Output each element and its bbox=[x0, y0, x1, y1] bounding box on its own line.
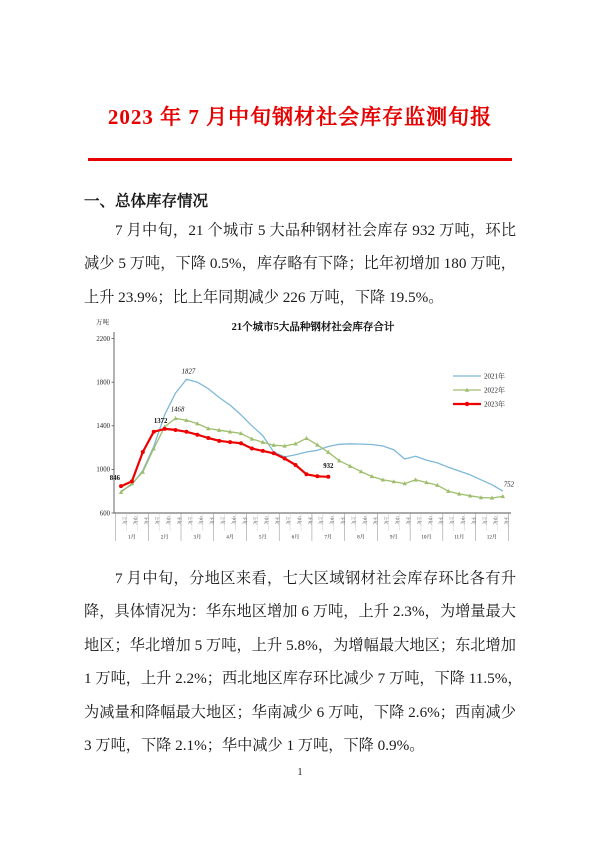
svg-text:752: 752 bbox=[503, 481, 515, 489]
svg-text:4月: 4月 bbox=[226, 534, 234, 541]
svg-text:下旬: 下旬 bbox=[209, 516, 215, 525]
svg-text:上旬: 上旬 bbox=[383, 516, 389, 525]
page-title: 2023 年 7 月中旬钢材社会库存监测旬报 bbox=[107, 105, 493, 129]
svg-text:2023年: 2023年 bbox=[484, 400, 505, 409]
svg-text:1400: 1400 bbox=[96, 423, 110, 431]
svg-text:下旬: 下旬 bbox=[340, 516, 345, 525]
text-line: 降，具体情况为：华东地区增加 6 万吨，上升 2.3%，为增量最大 bbox=[84, 603, 516, 621]
svg-text:中旬: 中旬 bbox=[198, 516, 204, 525]
svg-text:6月: 6月 bbox=[291, 534, 300, 541]
svg-text:2200: 2200 bbox=[96, 335, 110, 343]
svg-text:下旬: 下旬 bbox=[307, 516, 313, 525]
chart-series-2023年 bbox=[119, 427, 330, 488]
text-line: 1 万吨，上升 2.2%；西北地区库存环比减少 7 万吨，下降 11.5%， bbox=[84, 670, 523, 688]
svg-text:1月: 1月 bbox=[128, 534, 136, 541]
svg-text:下旬: 下旬 bbox=[372, 516, 378, 525]
svg-text:11月: 11月 bbox=[454, 534, 465, 541]
svg-text:中旬: 中旬 bbox=[230, 516, 236, 525]
text-line: 地区；华北增加 5 万吨，上升 5.8%，为增幅最大地区；东北增加 bbox=[84, 636, 516, 654]
svg-text:1000: 1000 bbox=[96, 466, 110, 474]
svg-text:中旬: 中旬 bbox=[165, 516, 171, 525]
text-line: 减少 5 万吨，下降 0.5%，库存略有下降；比年初增加 180 万吨， bbox=[84, 255, 516, 273]
svg-text:1800: 1800 bbox=[96, 379, 110, 387]
svg-text:3月: 3月 bbox=[193, 534, 202, 541]
paragraph-regional-inventory bbox=[84, 562, 523, 762]
svg-text:2021年: 2021年 bbox=[484, 372, 505, 381]
text-line: 7 月中旬，分地区来看，七大区域钢材社会库存环比各有升 bbox=[115, 570, 516, 587]
text-line: 3 万吨，下降 2.1%；华中减少 1 万吨，下降 0.9%。 bbox=[84, 736, 425, 754]
inventory-line-chart bbox=[85, 314, 525, 554]
svg-text:下旬: 下旬 bbox=[438, 516, 444, 525]
svg-text:上旬: 上旬 bbox=[219, 516, 225, 525]
svg-text:1827: 1827 bbox=[181, 368, 196, 376]
svg-text:上旬: 上旬 bbox=[252, 516, 258, 525]
svg-text:下旬: 下旬 bbox=[503, 516, 509, 525]
svg-text:上旬: 上旬 bbox=[121, 516, 127, 525]
svg-text:下旬: 下旬 bbox=[405, 516, 411, 525]
svg-text:上旬: 上旬 bbox=[350, 516, 356, 525]
svg-text:上旬: 上旬 bbox=[318, 516, 324, 525]
svg-text:8月: 8月 bbox=[357, 534, 365, 541]
svg-text:上旬: 上旬 bbox=[416, 516, 422, 525]
svg-text:下旬: 下旬 bbox=[274, 516, 280, 525]
svg-text:上旬: 上旬 bbox=[481, 516, 487, 525]
svg-text:下旬: 下旬 bbox=[143, 516, 149, 525]
svg-text:上旬: 上旬 bbox=[154, 516, 160, 525]
text-line: 为减量和降幅最大地区；华南减少 6 万吨，下降 2.6%；西南减少 bbox=[84, 703, 516, 721]
chart-unit-label: 万吨 bbox=[96, 319, 109, 326]
svg-text:下旬: 下旬 bbox=[470, 516, 476, 525]
svg-text:中旬: 中旬 bbox=[361, 516, 367, 525]
svg-text:2月: 2月 bbox=[160, 534, 169, 541]
svg-text:中旬: 中旬 bbox=[394, 516, 400, 525]
chart-legend bbox=[453, 372, 505, 409]
svg-text:下旬: 下旬 bbox=[176, 516, 182, 525]
text-line: 上升 23.9%；比上年同期减少 226 万吨，下降 19.5%。 bbox=[84, 288, 444, 306]
svg-text:中旬: 中旬 bbox=[132, 516, 138, 525]
svg-text:1372: 1372 bbox=[153, 417, 168, 425]
section-heading: 一、总体库存情况 bbox=[84, 193, 209, 210]
svg-text:12月: 12月 bbox=[486, 534, 498, 541]
svg-text:932: 932 bbox=[323, 462, 334, 470]
svg-text:9月: 9月 bbox=[389, 534, 398, 541]
svg-text:5月: 5月 bbox=[258, 534, 267, 541]
page-number: 1 bbox=[297, 767, 303, 778]
svg-text:上旬: 上旬 bbox=[187, 516, 193, 525]
svg-text:600: 600 bbox=[99, 510, 110, 518]
title-underline bbox=[88, 158, 512, 161]
svg-text:中旬: 中旬 bbox=[427, 516, 433, 525]
svg-text:中旬: 中旬 bbox=[460, 516, 466, 525]
svg-text:上旬: 上旬 bbox=[449, 516, 455, 525]
svg-text:846: 846 bbox=[109, 475, 120, 483]
svg-text:中旬: 中旬 bbox=[492, 516, 498, 525]
text-line: 7 月中旬，21 个城市 5 大品种钢材社会库存 932 万吨，环比 bbox=[115, 222, 516, 239]
svg-text:2022年: 2022年 bbox=[484, 386, 505, 395]
svg-text:中旬: 中旬 bbox=[329, 516, 335, 525]
chart-category-axis bbox=[116, 513, 510, 541]
svg-text:下旬: 下旬 bbox=[241, 516, 247, 525]
svg-text:10月: 10月 bbox=[421, 534, 432, 541]
svg-text:1468: 1468 bbox=[170, 406, 185, 414]
chart-canvas bbox=[85, 314, 525, 554]
svg-text:上旬: 上旬 bbox=[285, 516, 291, 525]
svg-text:中旬: 中旬 bbox=[296, 516, 302, 525]
svg-text:7月: 7月 bbox=[324, 534, 333, 541]
chart-title: 21个城市5大品种钢材社会库存合计 bbox=[231, 322, 395, 333]
paragraph-overall-inventory bbox=[84, 214, 516, 314]
svg-text:中旬: 中旬 bbox=[263, 516, 269, 525]
